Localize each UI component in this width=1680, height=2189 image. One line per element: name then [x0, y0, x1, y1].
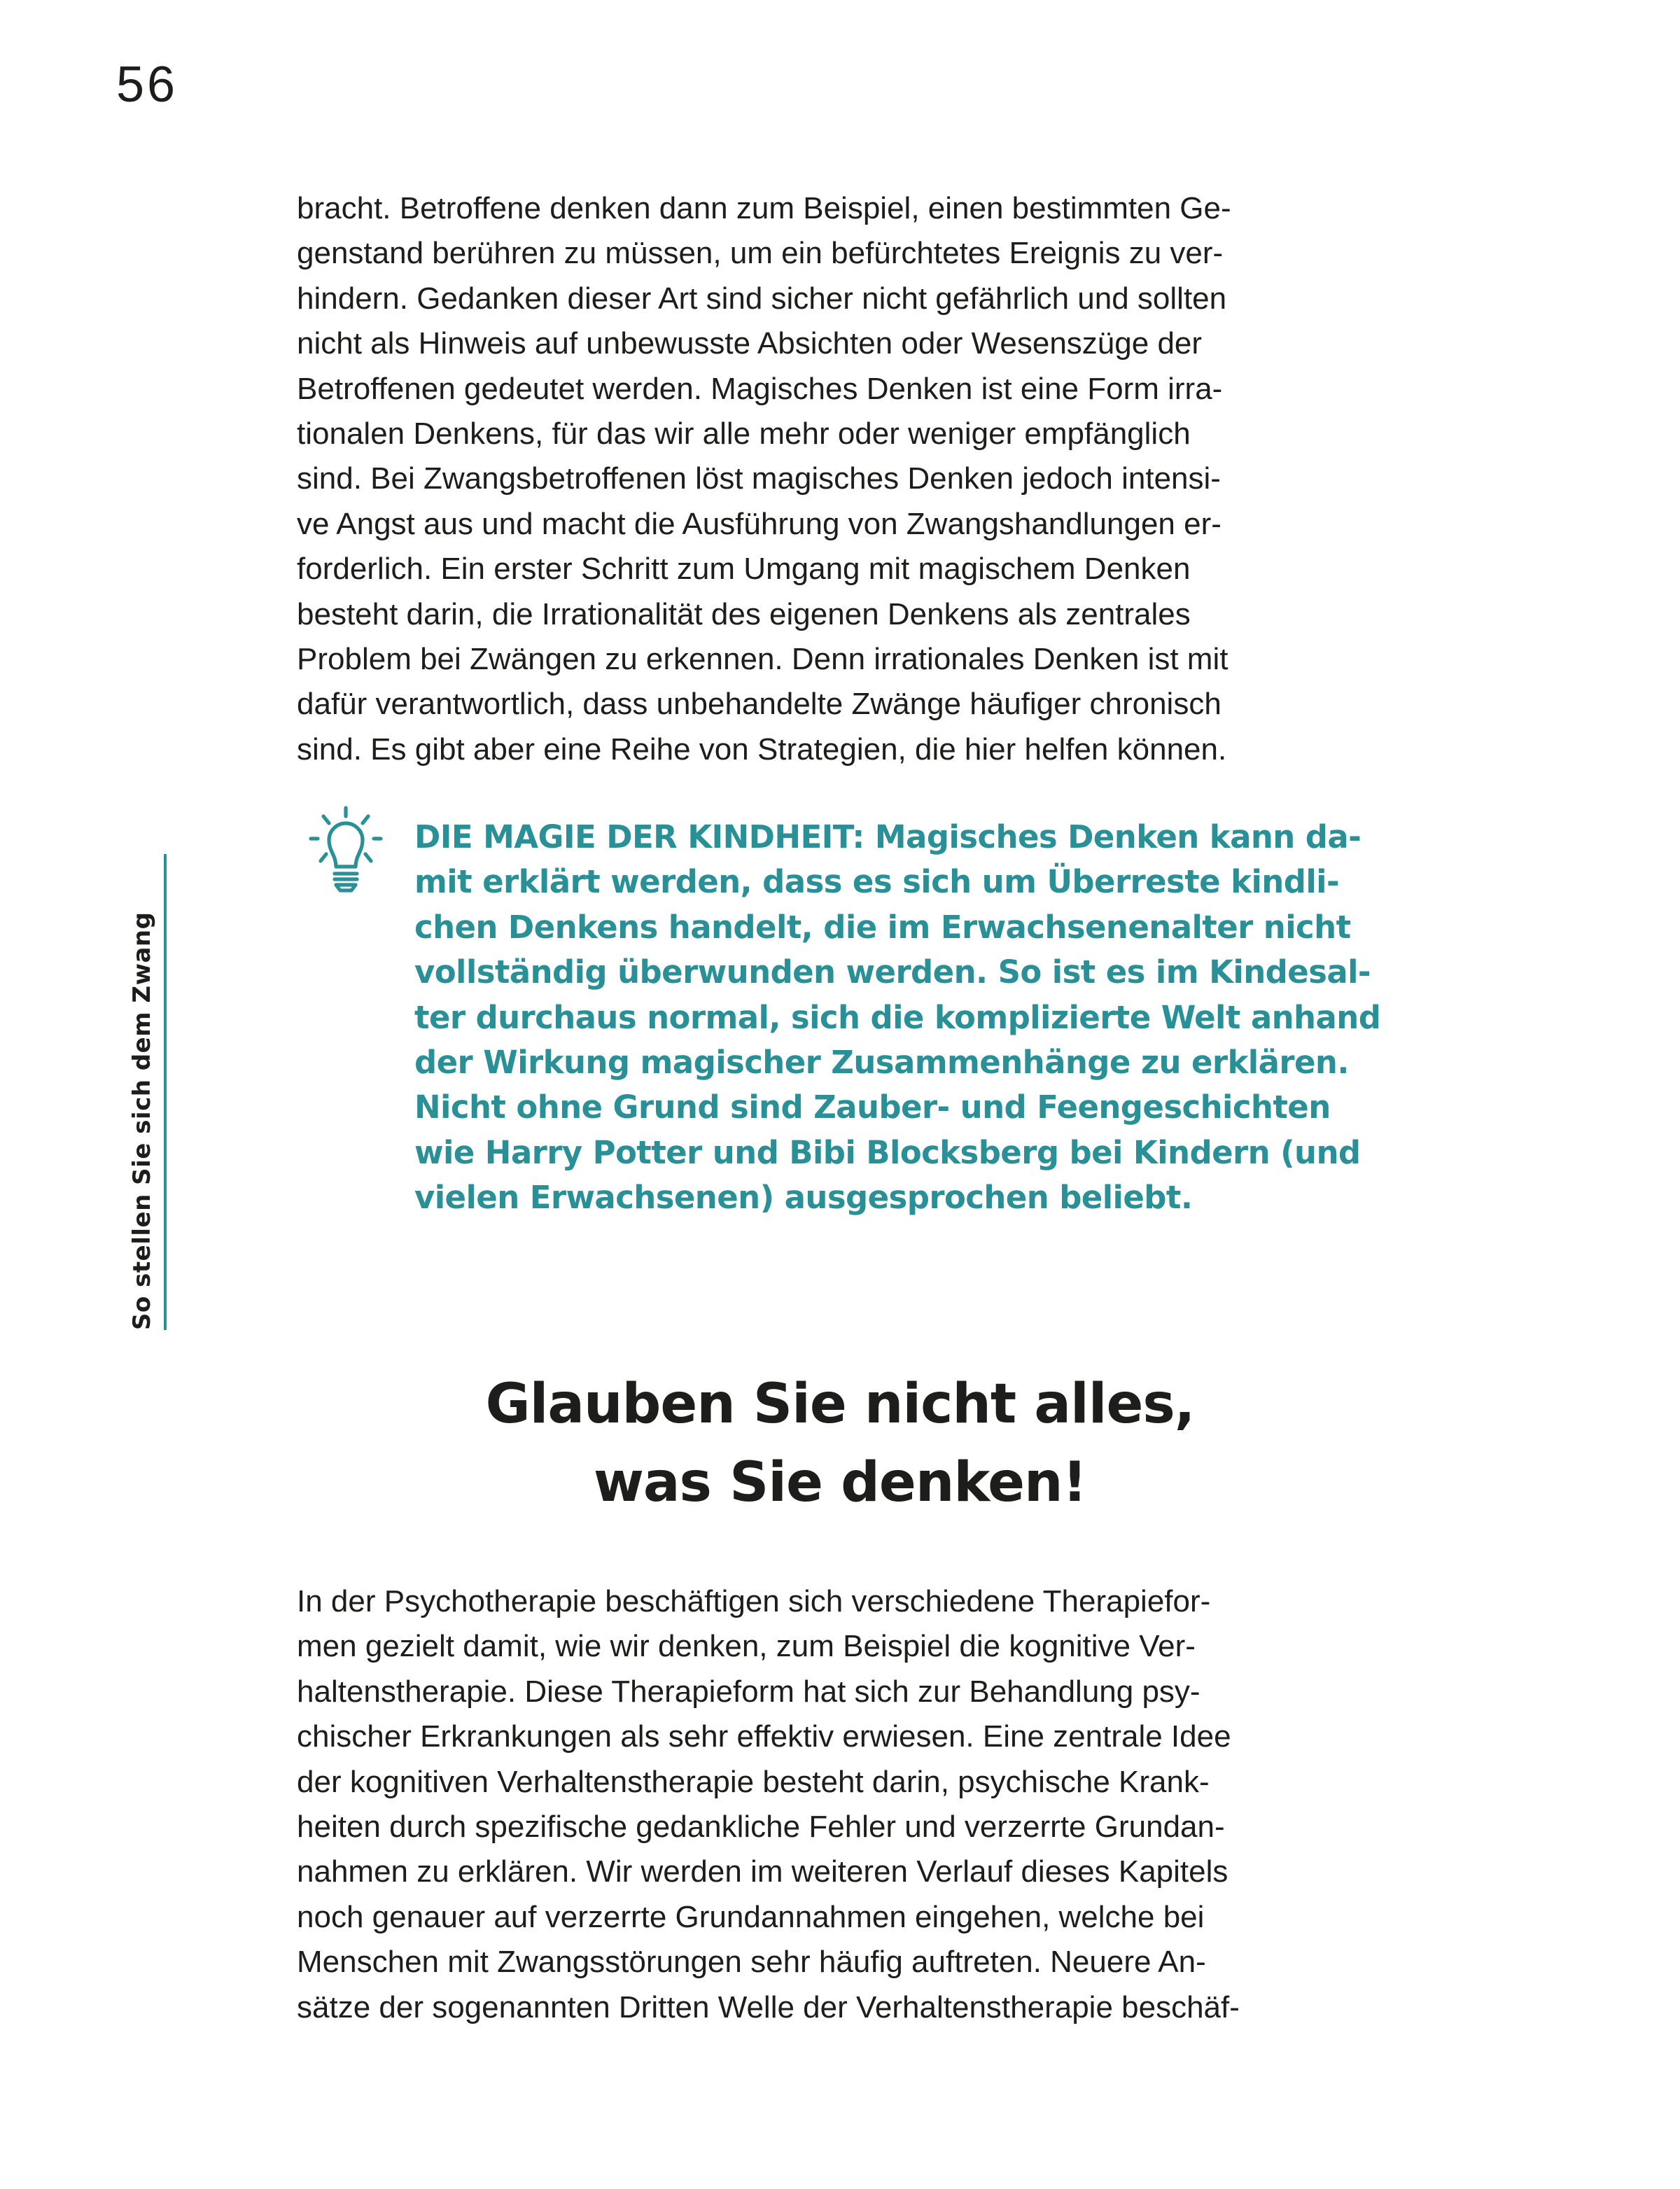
text-line: mit erklärt werden, dass es sich um Überreste kindli-: [414, 863, 1340, 901]
text-line: wie Harry Potter und Bibi Blocksberg bei Kindern (und: [414, 1133, 1361, 1171]
text-line: haltenstherapie. Diese Therapieform hat sich zur Behandlung psy-: [297, 1674, 1200, 1709]
heading-line: Glauben Sie nicht alles,: [485, 1373, 1195, 1436]
running-head-rule: [164, 854, 167, 1330]
text-line: In der Psychotherapie beschäftigen sich verschiedene Therapiefor-: [297, 1584, 1211, 1618]
text-line: chen Denkens handelt, die im Erwachsenenalter nicht: [414, 908, 1351, 946]
running-head: So stellen Sie sich dem Zwang: [128, 911, 156, 1330]
text-line: nahmen zu erklären. Wir werden im weiteren Verlauf dieses Kapitels: [297, 1854, 1228, 1889]
text-line: chischer Erkrankungen als sehr effektiv erwiesen. Eine zentrale Idee: [297, 1719, 1231, 1754]
text-line: tionalen Denkens, für das wir alle mehr oder weniger empfänglich: [297, 417, 1191, 452]
text-line: DIE MAGIE DER KINDHEIT: Magisches Denken kann da-: [414, 818, 1362, 855]
paragraph-2: [297, 1579, 1240, 2030]
text-line: hindern. Gedanken dieser Art sind sicher nicht gefährlich und sollten: [297, 281, 1227, 316]
text-line: ve Angst aus und macht die Ausführung von Zwangshandlungen er-: [297, 506, 1222, 541]
text-line: Problem bei Zwängen zu erkennen. Denn irrationales Denken ist mit: [297, 642, 1228, 677]
text-line: sind. Bei Zwangsbetroffenen löst magisches Denken jedoch intensi-: [297, 461, 1221, 496]
paragraph-1: [297, 186, 1231, 772]
lightbulb-icon: [305, 805, 386, 896]
text-line: noch genauer auf verzerrte Grundannahmen eingehen, welche bei: [297, 1899, 1205, 1934]
heading-line: was Sie denken!: [593, 1451, 1087, 1514]
text-line: genstand berühren zu müssen, um ein befürchtetes Ereignis zu ver-: [297, 236, 1224, 271]
section-heading: [0, 1365, 1680, 1522]
text-line: dafür verantwortlich, dass unbehandelte Zwänge häufiger chronisch: [297, 687, 1222, 722]
text-line: sätze der sogenannten Dritten Welle der Verhaltenstherapie beschäf-: [297, 1989, 1240, 2024]
text-line: sind. Es gibt aber eine Reihe von Strategien, die hier helfen können.: [297, 732, 1227, 767]
text-line: vollständig überwunden werden. So ist es im Kindesal-: [414, 953, 1371, 991]
text-line: heiten durch spezifische gedankliche Fehler und verzerrte Grundan-: [297, 1810, 1225, 1845]
tip-box-text: [414, 815, 1380, 1221]
text-line: men gezielt damit, wie wir denken, zum Beispiel die kognitive Ver-: [297, 1629, 1196, 1664]
text-line: ter durchaus normal, sich die komplizierte Welt anhand: [414, 998, 1381, 1036]
text-line: forderlich. Ein erster Schritt zum Umgang mit magischem Denken: [297, 552, 1191, 587]
text-line: Nicht ohne Grund sind Zauber- und Feengeschichten: [414, 1089, 1331, 1126]
text-line: der Wirkung magischer Zusammenhänge zu erklären.: [414, 1044, 1349, 1082]
text-line: nicht als Hinweis auf unbewusste Absichten oder Wesenszüge der: [297, 326, 1203, 361]
page-number: 56: [116, 57, 178, 113]
text-line: der kognitiven Verhaltenstherapie besteht darin, psychische Krank-: [297, 1764, 1210, 1799]
text-line: Betroffenen gedeutet werden. Magisches Denken ist eine Form irra-: [297, 371, 1223, 406]
text-line: Menschen mit Zwangsstörungen sehr häufig auftreten. Neuere An-: [297, 1945, 1206, 1980]
text-line: vielen Erwachsenen) ausgesprochen beliebt.: [414, 1179, 1193, 1217]
text-line: besteht darin, die Irrationalität des eigenen Denkens als zentrales: [297, 596, 1191, 631]
text-line: bracht. Betroffene denken dann zum Beispiel, einen bestimmten Ge-: [297, 191, 1231, 225]
